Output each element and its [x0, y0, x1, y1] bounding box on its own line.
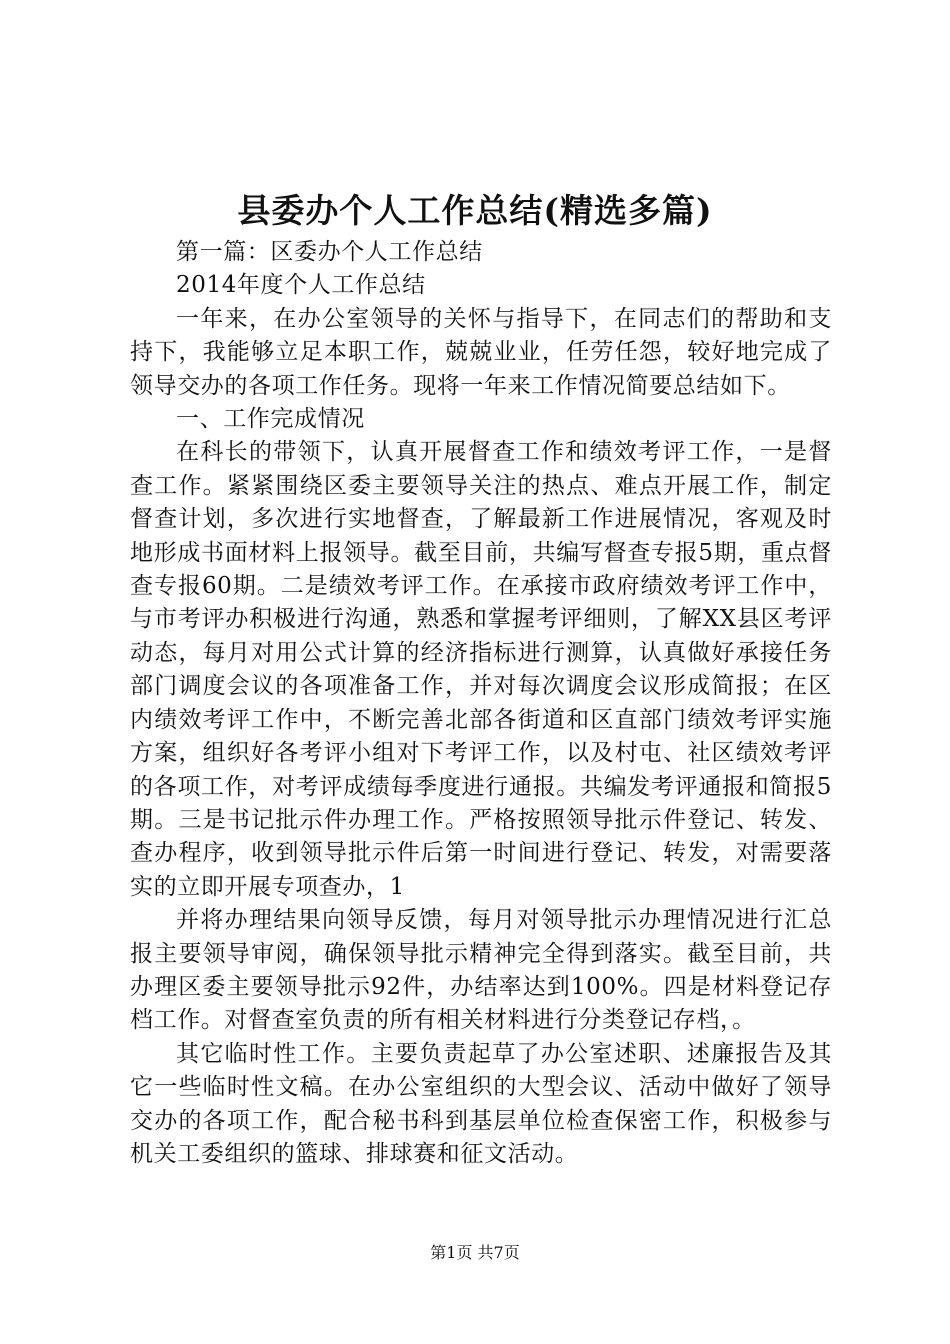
subheading-year: 2014年度个人工作总结 [176, 272, 426, 299]
document-body [130, 236, 832, 1171]
document-title: 县委办个人工作总结(精选多篇) [237, 191, 713, 230]
section-heading-1: 第一篇：区委办个人工作总结 [176, 239, 483, 265]
paragraph-other-work: 其它临时性工作。主要负责起草了办公室述职、述廉报告及其它一些临时性文稿。在办公室组织的大型会议、活动中做好了领导交办的各项工作，配合秘书科到基层单位检查保密工作，积极参与机关工委组织的篮球、排球赛和征文活动。 [130, 1040, 832, 1167]
section-heading-work: 一、工作完成情况 [176, 406, 365, 433]
paragraph-results: 并将办理结果向领导反馈，每月对领导批示办理情况进行汇总报主要领导审阅，确保领导批示精神完全得到落实。截至目前，共办理区委主要领导批示92件，办结率达到100%。四是材料登记存档工作。对督查室负责的所有相关材料进行分类登记存档，。 [130, 907, 832, 1034]
page-footer: 第1页 共7页 [430, 1243, 520, 1262]
paragraph-intro: 一年来，在办公室领导的关怀与指导下，在同志们的帮助和支持下，我能够立足本职工作，兢兢业业，任劳任怨，较好地完成了领导交办的各项工作任务。现将一年来工作情况简要总结如下。 [130, 305, 832, 399]
paragraph-work-details: 在科长的带领下，认真开展督查工作和绩效考评工作，一是督查工作。紧紧围绕区委主要领导关注的热点、难点开展工作，制定督查计划，多次进行实地督查，了解最新工作进展情况，客观及时地形成书面材料上报领导。截至目前，共编写督查专报5期，重点督查专报60期。二是绩效考评工作。在承接市政府绩效考评工作中，与市考评办积极进行沟通，熟悉和掌握考评细则，了解XX县区考评动态，每月对用公式计算的经济指标进行测算，认真做好承接任务部门调度会议的各项准备工作，并对每次调度会议形成简报；在区内绩效考评工作中，不断完善北部各街道和区直部门绩效考评实施方案，组织好各考评小组对下考评工作，以及村屯、社区绩效考评的各项工作，对考评成绩每季度进行通报。共编发考评通报和简报5期。三是书记批示件办理工作。严格按照领导批示件登记、转发、查办程序，收到领导批示件后第一时间进行登记、转发，对需要落实的立即开展专项查办，1 [130, 439, 832, 900]
